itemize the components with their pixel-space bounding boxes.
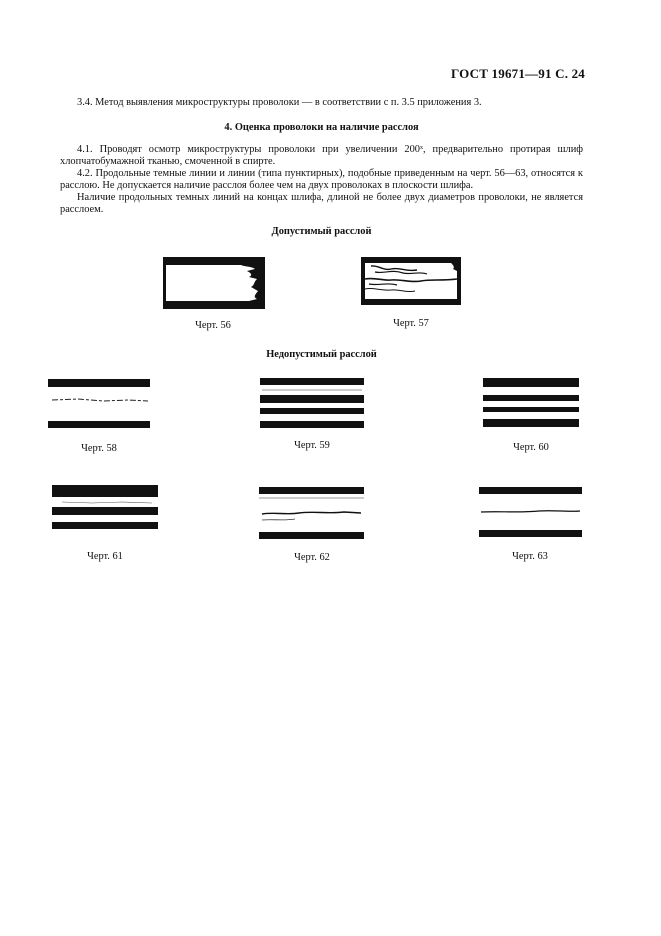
paragraph-4-2: 4.2. Продольные темные линии и линии (типа пунктирных), подобные приведенным на черт. 56—63, относятся к расслою. Не допускается наличие расслоя более чем на двух проволоках в плоскости шлифа. (60, 168, 583, 192)
page-header: ГОСТ 19671—91 С. 24 (451, 66, 585, 81)
caption-57: Черт. 57 (393, 318, 429, 329)
not-allowed-delamination-title: Недопустимый расслой (266, 349, 377, 360)
paragraph-3-4: 3.4. Метод выявления микроструктуры проволоки — в соответствии с п. 3.5 приложения 3. (77, 97, 482, 108)
figure-63 (479, 487, 582, 537)
section-4-title: 4. Оценка проволоки на наличие расслоя (224, 122, 419, 133)
caption-63: Черт. 63 (512, 551, 548, 562)
allowed-delamination-title: Допустимый расслой (271, 226, 372, 237)
caption-60: Черт. 60 (513, 442, 549, 453)
caption-59: Черт. 59 (294, 440, 330, 451)
figure-56 (163, 257, 265, 309)
paragraph-4-3: Наличие продольных темных линий на концах шлифа, длиной не более двух диаметров проволоки, не является расслоем. (60, 192, 583, 216)
figure-59 (260, 378, 364, 428)
figure-58 (48, 379, 150, 428)
figure-62 (259, 487, 364, 539)
caption-61: Черт. 61 (87, 551, 123, 562)
figure-60 (483, 378, 579, 427)
caption-62: Черт. 62 (294, 552, 330, 563)
caption-56: Черт. 56 (195, 320, 231, 331)
figure-57 (361, 257, 461, 305)
caption-58: Черт. 58 (81, 443, 117, 454)
paragraph-4-1: 4.1. Проводят осмотр микроструктуры проволоки при увеличении 200ˣ, предварительно протирая шлиф хлопчатобумажной тканью, смоченной в спирте. (60, 144, 583, 168)
figure-61 (52, 485, 158, 529)
